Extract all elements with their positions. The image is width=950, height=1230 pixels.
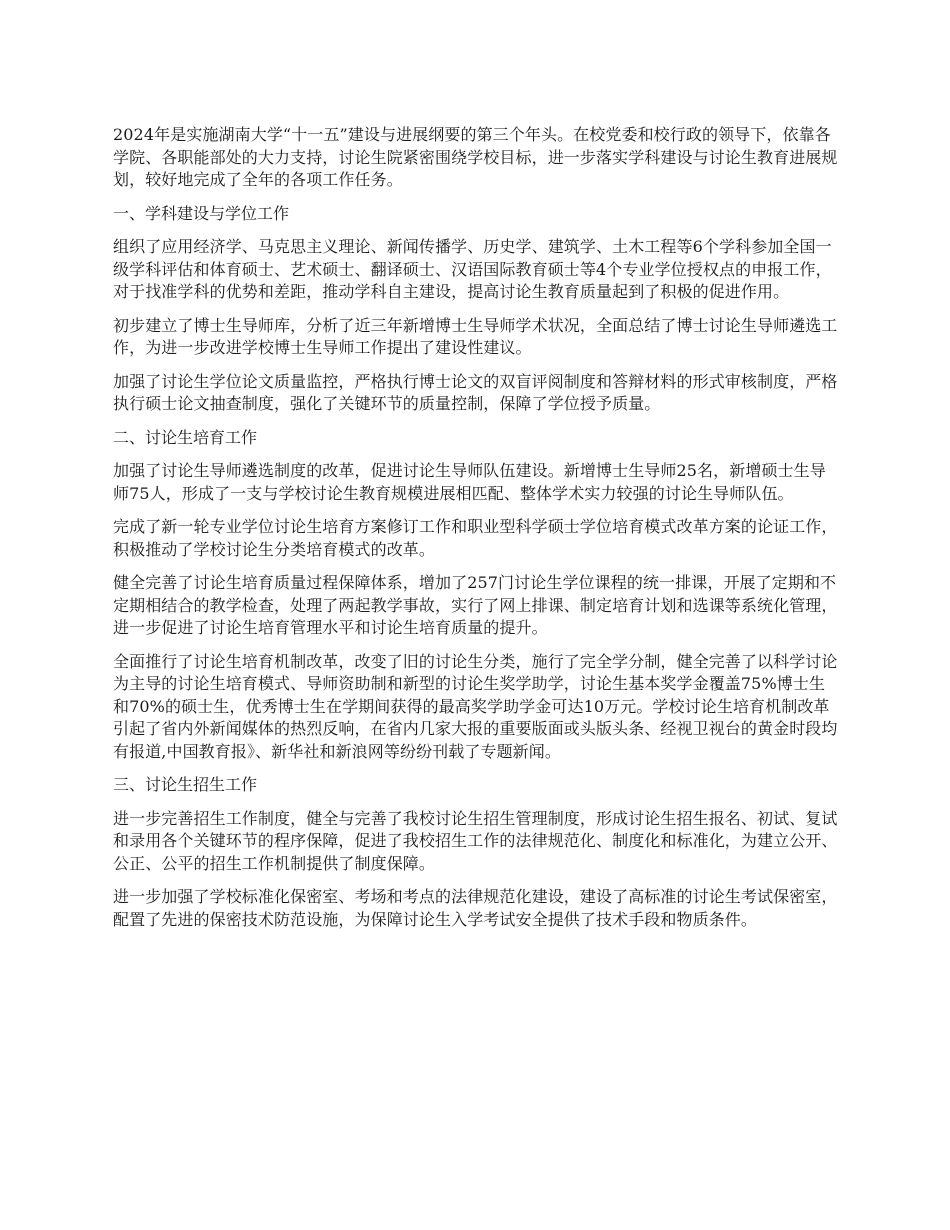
- paragraph: 加强了讨论生学位论文质量监控，严格执行博士论文的双盲评阅制度和答辩材料的形式审核制度，严格执行硕士论文抽查制度，强化了关键环节的质量控制，保障了学位授予质量。: [113, 371, 838, 413]
- paragraph: 初步建立了博士生导师库，分析了近三年新增博士生导师学术状况，全面总结了博士讨论生导师遴选工作，为进一步改进学校博士生导师工作提出了建设性建议。: [113, 315, 838, 357]
- section-heading-admissions: 三、讨论生招生工作: [113, 775, 258, 794]
- intro-paragraph: 2024年是实施湖南大学“十一五”建设与进展纲要的第三个年头。在校党委和校行政的领导下，依靠各学院、各职能部处的大力支持，讨论生院紧密围绕学校目标，进一步落实学科建设与讨论生教育进展规划，较好地完成了全年的各项工作任务。: [113, 125, 838, 189]
- paragraph: 进一步完善招生工作制度，健全与完善了我校讨论生招生管理制度，形成讨论生招生报名、初试、复试和录用各个关键环节的程序保障，促进了我校招生工作的法律规范化、制度化和标准化，为建立公开、公正、公平的招生工作机制提供了制度保障。: [113, 808, 838, 873]
- section-heading-training: 二、讨论生培育工作: [113, 427, 258, 447]
- paragraph: 加强了讨论生导师遴选制度的改革，促进讨论生导师队伍建设。新增博士生导师25名，新增硕士生导师75人，形成了一支与学校讨论生教育规模进展相匹配、整体学术实力较强的讨论生导师队伍。: [113, 461, 826, 503]
- document-page: [113, 124, 841, 942]
- paragraph: 完成了新一轮专业学位讨论生培育方案修订工作和职业型科学硕士学位培育模式改革方案的论证工作，积极推动了学校讨论生分类培育模式的改革。: [113, 517, 838, 559]
- paragraph: 健全完善了讨论生培育质量过程保障体系，增加了257门讨论生学位课程的统一排课，开展了定期和不定期相结合的教学检查，处理了两起教学事故，实行了网上排课、制定培育计划和选课等系统化管理，进一步促进了讨论生培育管理水平和讨论生培育质量的提升。: [113, 573, 838, 637]
- paragraph: 进一步加强了学校标准化保密室、考场和考点的法律规范化建设，建设了高标准的讨论生考试保密室，配置了先进的保密技术防范设施，为保障讨论生入学考试安全提供了技术手段和物质条件。: [113, 887, 838, 929]
- section-heading-discipline: 一、学科建设与学位工作: [113, 203, 290, 223]
- paragraph: 组织了应用经济学、马克思主义理论、新闻传播学、历史学、建筑学、土木工程等6个学科参加全国一级学科评估和体育硕士、艺术硕士、翻译硕士、汉语国际教育硕士等4个专业学位授权点的申报工作，对于找准学科的优势和差距，推动学科自主建设，提高讨论生教育质量起到了积极的促进作用。: [113, 237, 832, 301]
- paragraph: 全面推行了讨论生培育机制改革，改变了旧的讨论生分类，施行了完全学分制，健全完善了以科学讨论为主导的讨论生培育模式、导师资助制和新型的讨论生奖学助学，讨论生基本奖学金覆盖75%博士生和70%的硕士生，优秀博士生在学期间获得的最高奖学助学金可达10万元。学校讨论生培育机制改革引起了省内外新闻媒体的热烈反响，在省内几家大报的重要版面或头版头条、经视卫视台的黄金时段均有报道,中国教育报》、新华社和新浪网等纷纷刊载了专题新闻。: [113, 651, 838, 761]
